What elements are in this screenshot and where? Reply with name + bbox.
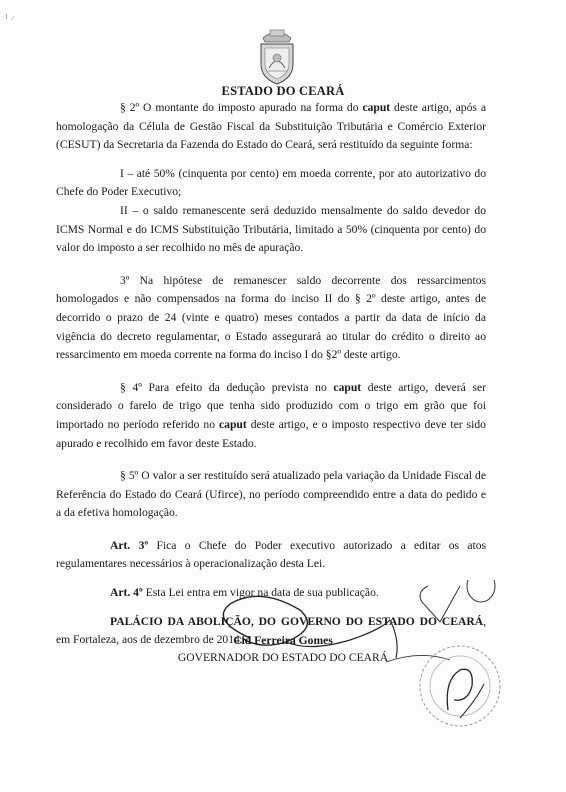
paragraph-5: § 5º O valor a ser restituído será atualizado pela variação da Unidade Fiscal de Referência do Estado do Ceará (Ufirce), no período compreendido entre a data do pedido e a da efetiva homologação.: [56, 469, 486, 520]
article-4: Art. 4º Esta Lei entra em vigor na data de sua publicação.: [110, 586, 379, 600]
item-i: I – até 50% (cinquenta por cento) em moeda corrente, por ato autorizativo do Chefe do Poder Executivo;: [56, 166, 486, 199]
paragraph-4: § 4º Para efeito da dedução prevista no caput deste artigo, deverá ser considerado o farelo de trigo que tenha sido produzido com o trigo em grão que foi importado no período referido no caput deste artigo, e o imposto respectivo deve ter sido apurado e recolhido em favor deste Estado.: [56, 380, 486, 450]
state-coat-of-arms-icon: [255, 24, 299, 86]
signer-name: Cid Ferreira Gomes: [233, 634, 333, 647]
receipt-stamp: [414, 640, 506, 732]
paragraph-3: 3º Na hipótese de remanescer saldo decorrente dos ressarcimentos homologados e não compensados na forma do inciso II do § 2º deste artigo, antes de decorrido o prazo de 24 (vinte e quatro) meses contados a partir da data de início da vigência do decreto regulamentar, o Estado assegurará ao titular do crédito o direito ao ressarcimento em moeda corrente na forma do inciso I do §2º deste artigo.: [56, 273, 486, 362]
closing-line: PALÁCIO DA ABOLIÇÃO, DO GOVERNO DO ESTADO DO CEARÁ, em Fortaleza, aos de dezembro de 2014.: [56, 614, 486, 647]
article-3: Art. 3º Fica o Chefe do Poder executivo autorizado a editar os atos regulamentares necessários à operacionalização desta Lei.: [56, 538, 486, 571]
document-heading: ESTADO DO CEARÁ: [221, 84, 345, 98]
scan-marks: ı ⸝: [5, 11, 16, 22]
item-ii: II – o saldo remanescente será deduzido mensalmente do saldo devedor do ICMS Normal e do ICMS Substituição Tributária, limitado a 50% (cinquenta por cento) do valor do imposto a ser recolhido no mês de apuração.: [56, 203, 486, 255]
paragraph-2: § 2º O montante do imposto apurado na forma do caput deste artigo, após a homologação da Célula de Gestão Fiscal da Substituição Tributária e Comércio Exterior (CESUT) da Secretaria da Fazenda do Estado do Ceará, será restituído da seguinte forma:: [56, 101, 486, 152]
signer-role: GOVERNADOR DO ESTADO DO CEARÁ: [177, 651, 389, 664]
document-body: [56, 99, 486, 650]
